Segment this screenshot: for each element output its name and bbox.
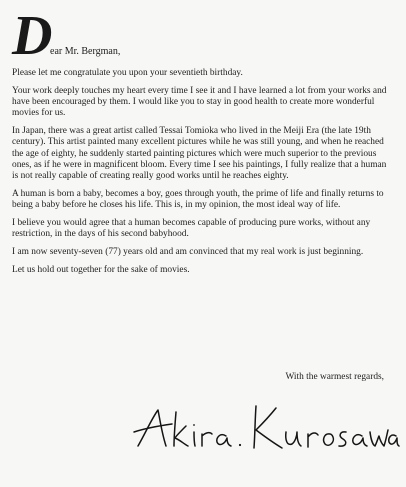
paragraph-2: Your work deeply touches my heart every time I see it and I have learned a lot from your works and have been encouraged by them. I would like you to stay in good health to create more wonderful movies for us. [12, 86, 387, 119]
drop-cap: D [12, 5, 53, 67]
paragraph-1: Please let me congratulate you upon your seventieth birthday. [12, 68, 243, 78]
salutation-text: ear Mr. Bergman, [50, 46, 121, 57]
paragraph-6: I am now seventy-seven (77) years old and am convinced that my real work is just beginning. [12, 247, 364, 258]
salutation [12, 5, 392, 68]
paragraph-3: In Japan, there was a great artist called Tessai Tomioka who lived in the Meiji Era (the late 19th century). This artist painted many excellent pictures while he was still young, and when he reached the age of eighty, he suddenly started painting pictures which were much superior to the previous ones, as if he were in magnificent bloom. Every time I see his paintings, I fully realize that a human is not really capable of creating really good works until he reaches eighty. [12, 126, 387, 181]
closing-line: With the warmest regards, [285, 372, 384, 382]
letter-body [12, 68, 392, 276]
signature [132, 398, 400, 458]
paragraph-7: Let us hold out together for the sake of movies. [12, 265, 190, 276]
paragraph-4: A human is born a baby, becomes a boy, goes through youth, the prime of life and finally returns to being a baby before he closes his life. This is, in my opinion, the most ideal way of life. [12, 188, 384, 210]
paragraph-5: I believe you would agree that a human becomes capable of producing pure works, without any restriction, in the days of his second babyhood. [12, 218, 371, 240]
